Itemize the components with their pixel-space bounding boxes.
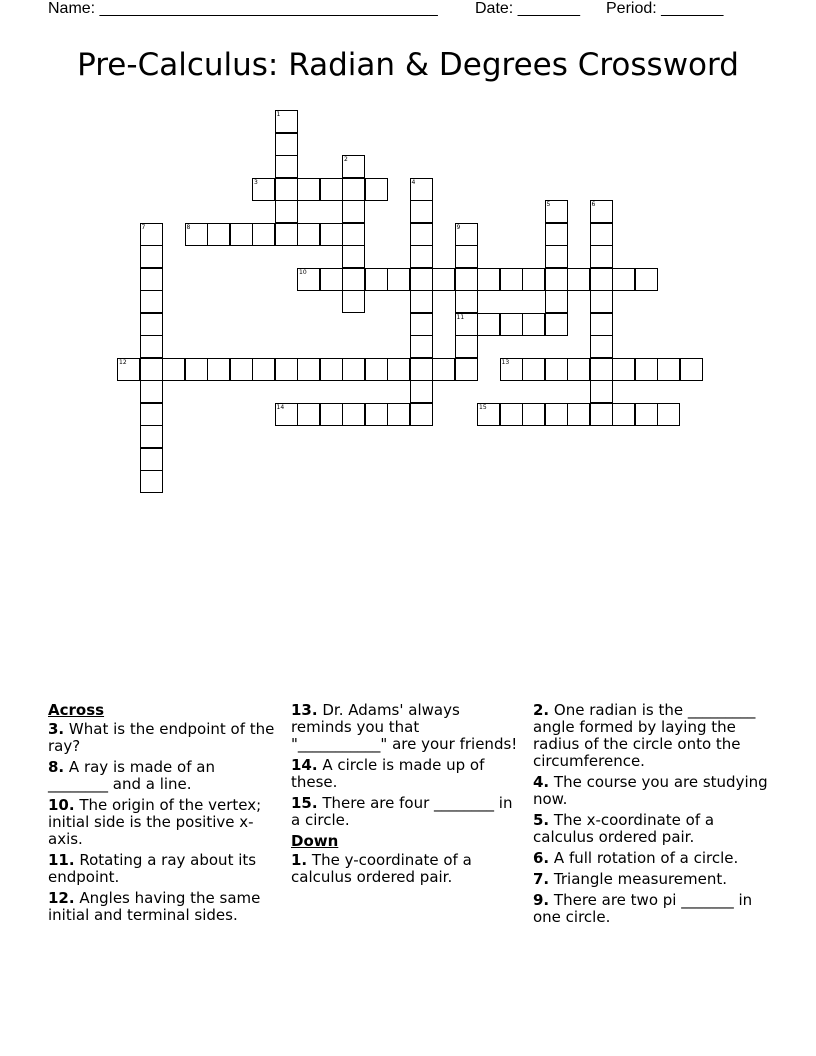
clue-across-10 <box>48 797 276 848</box>
crossword-cell[interactable] <box>320 403 343 426</box>
crossword-cell[interactable] <box>140 448 163 471</box>
name-field-label: Name: ______________________________________ <box>48 0 438 17</box>
crossword-cell[interactable] <box>455 223 478 246</box>
crossword-cell[interactable] <box>297 223 320 246</box>
across-heading: Across <box>48 701 105 719</box>
crossword-cell[interactable] <box>545 358 568 381</box>
crossword-cell[interactable] <box>275 403 298 426</box>
clue-number-label: 4 <box>411 178 416 186</box>
crossword-cell[interactable] <box>545 200 568 223</box>
crossword-cell[interactable] <box>410 245 433 268</box>
crossword-cell[interactable] <box>500 358 523 381</box>
crossword-cell[interactable] <box>567 268 590 291</box>
crossword-cell[interactable] <box>342 245 365 268</box>
crossword-cell[interactable] <box>297 178 320 201</box>
crossword-cell[interactable] <box>297 358 320 381</box>
clue-number-label: 9 <box>456 223 461 231</box>
crossword-cell[interactable] <box>140 380 163 403</box>
crossword-cell[interactable] <box>275 223 298 246</box>
crossword-cell[interactable] <box>612 358 635 381</box>
clue-down-9 <box>533 892 773 926</box>
crossword-cell[interactable] <box>320 358 343 381</box>
clue-number: 12. <box>48 889 75 907</box>
clue-number: 6. <box>533 849 550 867</box>
clue-number: 2. <box>533 701 550 719</box>
crossword-cell[interactable] <box>342 178 365 201</box>
clue-number: 1. <box>291 851 308 869</box>
crossword-cell[interactable] <box>320 223 343 246</box>
clues-column-2 <box>291 702 519 890</box>
crossword-cell[interactable] <box>140 403 163 426</box>
crossword-cell[interactable] <box>410 178 433 201</box>
crossword-cell[interactable] <box>387 268 410 291</box>
page-title: Pre-Calculus: Radian & Degrees Crossword <box>77 47 739 83</box>
crossword-cell[interactable] <box>522 313 545 336</box>
crossword-cell[interactable] <box>680 358 703 381</box>
crossword-cell[interactable] <box>162 358 185 381</box>
clue-across-15 <box>291 795 519 829</box>
crossword-cell[interactable] <box>365 358 388 381</box>
crossword-cell[interactable] <box>455 245 478 268</box>
date-field-label: Date: _______ <box>475 0 580 17</box>
crossword-cell[interactable] <box>477 313 500 336</box>
down-heading: Down <box>291 832 339 850</box>
clues-column-3 <box>533 702 773 930</box>
crossword-cell[interactable] <box>590 245 613 268</box>
period-field-label: Period: _______ <box>606 0 724 17</box>
crossword-cell[interactable] <box>140 268 163 291</box>
crossword-cell[interactable] <box>387 358 410 381</box>
crossword-cell[interactable] <box>410 335 433 358</box>
crossword-cell[interactable] <box>342 155 365 178</box>
clue-down-1 <box>291 852 519 886</box>
crossword-cell[interactable] <box>342 223 365 246</box>
crossword-cell[interactable] <box>590 380 613 403</box>
crossword-cell[interactable] <box>545 403 568 426</box>
crossword-cell[interactable] <box>252 223 275 246</box>
clues-column-1 <box>48 702 276 928</box>
clue-text: There are two pi _______ in one circle. <box>533 891 753 926</box>
clue-number-label: 5 <box>546 201 551 208</box>
crossword-cell[interactable] <box>590 335 613 358</box>
crossword-cell[interactable] <box>320 268 343 291</box>
crossword-cell[interactable] <box>410 223 433 246</box>
crossword-cell[interactable] <box>635 403 658 426</box>
clue-number-label: 11 <box>456 313 465 321</box>
crossword-cell[interactable] <box>207 223 230 246</box>
crossword-cell[interactable] <box>545 313 568 336</box>
crossword-cell[interactable] <box>252 178 275 201</box>
crossword-cell[interactable] <box>432 358 455 381</box>
clue-across-14 <box>291 757 519 791</box>
clue-number-label: 6 <box>591 201 596 208</box>
clue-text: The x-coordinate of a calculus ordered pair. <box>533 811 715 846</box>
clue-text: Dr. Adams' always reminds you that "___________" are your friends! <box>291 701 518 753</box>
crossword-cell[interactable] <box>455 290 478 313</box>
clue-across-3 <box>48 721 276 755</box>
crossword-cell[interactable] <box>590 200 613 223</box>
crossword-cell[interactable] <box>612 403 635 426</box>
crossword-cell[interactable] <box>455 268 478 291</box>
crossword-cell[interactable] <box>522 403 545 426</box>
crossword-cell[interactable] <box>590 403 613 426</box>
clue-down-4 <box>533 774 773 808</box>
crossword-cell[interactable] <box>320 178 343 201</box>
clue-across-11 <box>48 852 276 886</box>
clue-number: 9. <box>533 891 550 909</box>
crossword-cell[interactable] <box>342 403 365 426</box>
clue-number-label: 1 <box>276 111 281 118</box>
clue-number: 3. <box>48 720 65 738</box>
clue-text: What is the endpoint of the ray? <box>48 720 275 755</box>
crossword-cell[interactable] <box>410 403 433 426</box>
clue-number: 8. <box>48 758 65 776</box>
crossword-cell[interactable] <box>342 200 365 223</box>
clue-down-5 <box>533 812 773 846</box>
clue-number: 15. <box>291 794 318 812</box>
crossword-cell[interactable] <box>140 425 163 448</box>
crossword-cell[interactable] <box>455 335 478 358</box>
crossword-cell[interactable] <box>545 223 568 246</box>
clue-text: Rotating a ray about its endpoint. <box>48 851 257 886</box>
clue-down-6 <box>533 850 773 867</box>
clue-number-label: 12 <box>119 358 127 366</box>
crossword-cell[interactable] <box>522 268 545 291</box>
clue-down-2 <box>533 702 773 770</box>
crossword-cell[interactable] <box>140 335 163 358</box>
clue-number: 14. <box>291 756 318 774</box>
clue-number-label: 2 <box>344 156 348 163</box>
crossword-cell[interactable] <box>455 358 478 381</box>
crossword-cell[interactable] <box>297 403 320 426</box>
crossword-cell[interactable] <box>275 155 298 178</box>
clue-number-label: 10 <box>299 268 307 276</box>
crossword-cell[interactable] <box>657 403 680 426</box>
clue-number-label: 7 <box>141 223 146 231</box>
clue-number-label: 13 <box>501 358 510 366</box>
clue-across-13 <box>291 702 519 753</box>
clue-text: One radian is the _________ angle formed by laying the radius of the circle onto the circumference. <box>533 701 756 770</box>
crossword-cell[interactable] <box>297 268 320 291</box>
crossword-cell[interactable] <box>365 403 388 426</box>
clue-down-7 <box>533 871 773 888</box>
crossword-cell[interactable] <box>410 380 433 403</box>
crossword-cell[interactable] <box>365 268 388 291</box>
clue-number-label: 14 <box>276 403 285 411</box>
clue-text: The y-coordinate of a calculus ordered pair. <box>291 851 472 886</box>
crossword-cell[interactable] <box>275 133 298 156</box>
crossword-cell[interactable] <box>140 470 163 493</box>
crossword-cell[interactable] <box>140 223 163 246</box>
clue-number: 4. <box>533 773 550 791</box>
crossword-cell[interactable] <box>432 268 455 291</box>
crossword-cell[interactable] <box>545 290 568 313</box>
clue-number: 11. <box>48 851 75 869</box>
crossword-cell[interactable] <box>342 268 365 291</box>
crossword-cell[interactable] <box>500 403 523 426</box>
crossword-cell[interactable] <box>567 403 590 426</box>
crossword-cell[interactable] <box>410 358 433 381</box>
crossword-cell[interactable] <box>545 245 568 268</box>
clue-number-label: 3 <box>254 178 258 186</box>
clue-text: A ray is made of an ________ and a line. <box>48 758 215 793</box>
crossword-cell[interactable] <box>252 358 275 381</box>
crossword-cell[interactable] <box>612 268 635 291</box>
crossword-cell[interactable] <box>410 268 433 291</box>
crossword-cell[interactable] <box>590 268 613 291</box>
crossword-cell[interactable] <box>545 268 568 291</box>
crossword-cell[interactable] <box>635 358 658 381</box>
clue-across-8 <box>48 759 276 793</box>
crossword-cell[interactable] <box>410 290 433 313</box>
crossword-cell[interactable] <box>387 403 410 426</box>
crossword-cell[interactable] <box>477 403 500 426</box>
crossword-cell[interactable] <box>185 358 208 381</box>
clue-text: A circle is made up of these. <box>291 756 485 791</box>
crossword-cell[interactable] <box>410 313 433 336</box>
crossword-cell[interactable] <box>207 358 230 381</box>
clue-number: 7. <box>533 870 550 888</box>
crossword-cell[interactable] <box>500 268 523 291</box>
crossword-cell[interactable] <box>140 358 163 381</box>
crossword-cell[interactable] <box>140 290 163 313</box>
clue-text: The course you are studying now. <box>533 773 768 808</box>
crossword-cell[interactable] <box>455 313 478 336</box>
clue-text: There are four ________ in a circle. <box>291 794 513 829</box>
crossword-cell[interactable] <box>635 268 658 291</box>
crossword-cell[interactable] <box>230 358 253 381</box>
clue-number: 5. <box>533 811 550 829</box>
crossword-cell[interactable] <box>522 358 545 381</box>
clue-number: 10. <box>48 796 75 814</box>
crossword-cell[interactable] <box>590 223 613 246</box>
crossword-cell[interactable] <box>365 178 388 201</box>
crossword-cell[interactable] <box>185 223 208 246</box>
crossword-cell[interactable] <box>342 290 365 313</box>
crossword-cell[interactable] <box>140 313 163 336</box>
clue-number-label: 15 <box>479 403 487 411</box>
crossword-cell[interactable] <box>590 358 613 381</box>
clue-across-12 <box>48 890 276 924</box>
crossword-cell[interactable] <box>567 358 590 381</box>
crossword-cell[interactable] <box>410 200 433 223</box>
clue-number-label: 8 <box>186 223 191 231</box>
crossword-cell[interactable] <box>117 358 140 381</box>
crossword-grid <box>0 0 816 500</box>
clue-text: The origin of the vertex; initial side is the positive x-axis. <box>48 796 262 848</box>
crossword-cell[interactable] <box>275 178 298 201</box>
crossword-cell[interactable] <box>500 313 523 336</box>
crossword-cell[interactable] <box>275 358 298 381</box>
clue-text: Angles having the same initial and terminal sides. <box>48 889 261 924</box>
crossword-cell[interactable] <box>275 110 298 133</box>
clue-text: Triangle measurement. <box>553 870 728 888</box>
crossword-cell[interactable] <box>477 268 500 291</box>
clue-number: 13. <box>291 701 318 719</box>
crossword-cell[interactable] <box>140 245 163 268</box>
crossword-cell[interactable] <box>590 290 613 313</box>
crossword-cell[interactable] <box>230 223 253 246</box>
crossword-cell[interactable] <box>342 358 365 381</box>
crossword-cell[interactable] <box>275 200 298 223</box>
clue-text: A full rotation of a circle. <box>553 849 739 867</box>
crossword-cell[interactable] <box>657 358 680 381</box>
crossword-cell[interactable] <box>590 313 613 336</box>
